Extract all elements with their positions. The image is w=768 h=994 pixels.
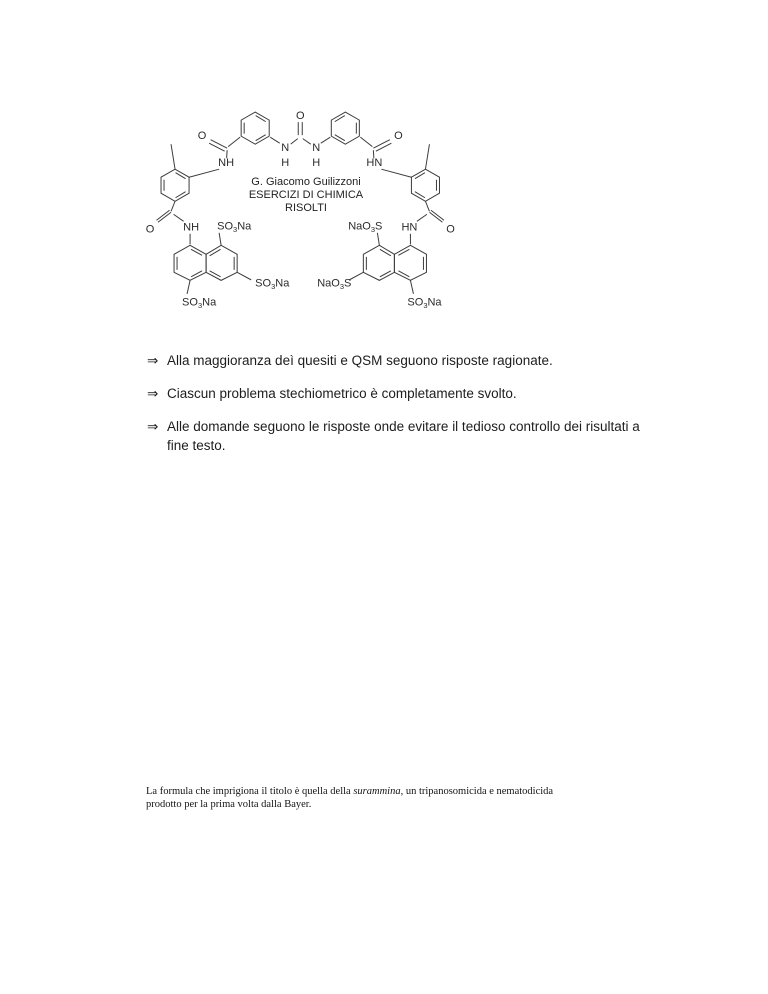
sulfonate-label-bottom-right: $SO_3Na$	[407, 296, 442, 310]
amide-hn-lower-right-label: HN	[401, 221, 418, 234]
urea-nitrogen-right-label: N	[312, 142, 321, 155]
bullet-text-line1: Alle domande seguono le risposte onde evitare il tedioso controllo dei risultati a	[167, 419, 640, 434]
amide-oxygen-lower-right-label: O	[446, 223, 455, 236]
amide-nh-lower-left-label: NH	[183, 221, 200, 234]
sulfonate-label-top-right: NaO$_3$S	[348, 220, 383, 234]
urea-oxygen-label: O	[295, 110, 305, 123]
footnote-line1	[146, 785, 576, 798]
double-arrow-marker: ⇒	[147, 419, 159, 434]
bullet-text: Alla maggioranza deì quesiti e QSM seguono risposte ragionate.	[167, 353, 553, 368]
sulfonate-label-bottom-left: $SO_3Na$	[182, 296, 217, 310]
urea-nitrogen-left-label: N	[281, 142, 290, 155]
double-arrow-marker: ⇒	[147, 386, 159, 401]
author-name: G. Giacomo Guilizzoni	[251, 176, 361, 188]
bullet-text-line2: fine testo.	[167, 438, 226, 453]
urea-hydrogen-right-label: H	[312, 157, 321, 170]
bullet-item	[147, 351, 722, 370]
amide-nh-upper-left-label: NH	[218, 157, 235, 170]
footnote-line2: prodotto per la prima volta dalla Bayer.	[146, 799, 312, 810]
urea-hydrogen-left-label: H	[281, 157, 290, 170]
footnote-italic-term: surammina	[353, 786, 401, 797]
amide-oxygen-upper-left-label: O	[197, 130, 207, 143]
footnote-text: La formula che imprigiona il titolo è quella della	[146, 786, 354, 797]
footnote-text: , un tripanosomicida e nematodicida	[400, 786, 554, 797]
bullet-item	[147, 384, 722, 403]
amide-oxygen-upper-right-label: O	[394, 130, 403, 143]
amide-oxygen-lower-left-label: O	[145, 223, 155, 236]
bullet-item	[147, 417, 722, 455]
book-subtitle: RISOLTI	[285, 202, 327, 214]
double-arrow-marker: ⇒	[147, 353, 159, 368]
book-title: ESERCIZI DI CHIMICA	[248, 189, 364, 201]
amide-hn-upper-right-label: HN	[366, 157, 383, 170]
bullet-text	[167, 417, 640, 455]
sulfonate-label-mid-right: NaO$_3$S	[317, 277, 352, 291]
bullet-list	[147, 351, 722, 469]
bullet-text: Ciascun problema stechiometrico è completamente svolto.	[167, 386, 517, 401]
sulfonate-label-top-left: $SO_3Na$	[217, 220, 252, 234]
title-block	[226, 176, 386, 215]
footnote	[146, 785, 576, 811]
sulfonate-label-mid-left: $SO_3Na$	[255, 277, 290, 291]
